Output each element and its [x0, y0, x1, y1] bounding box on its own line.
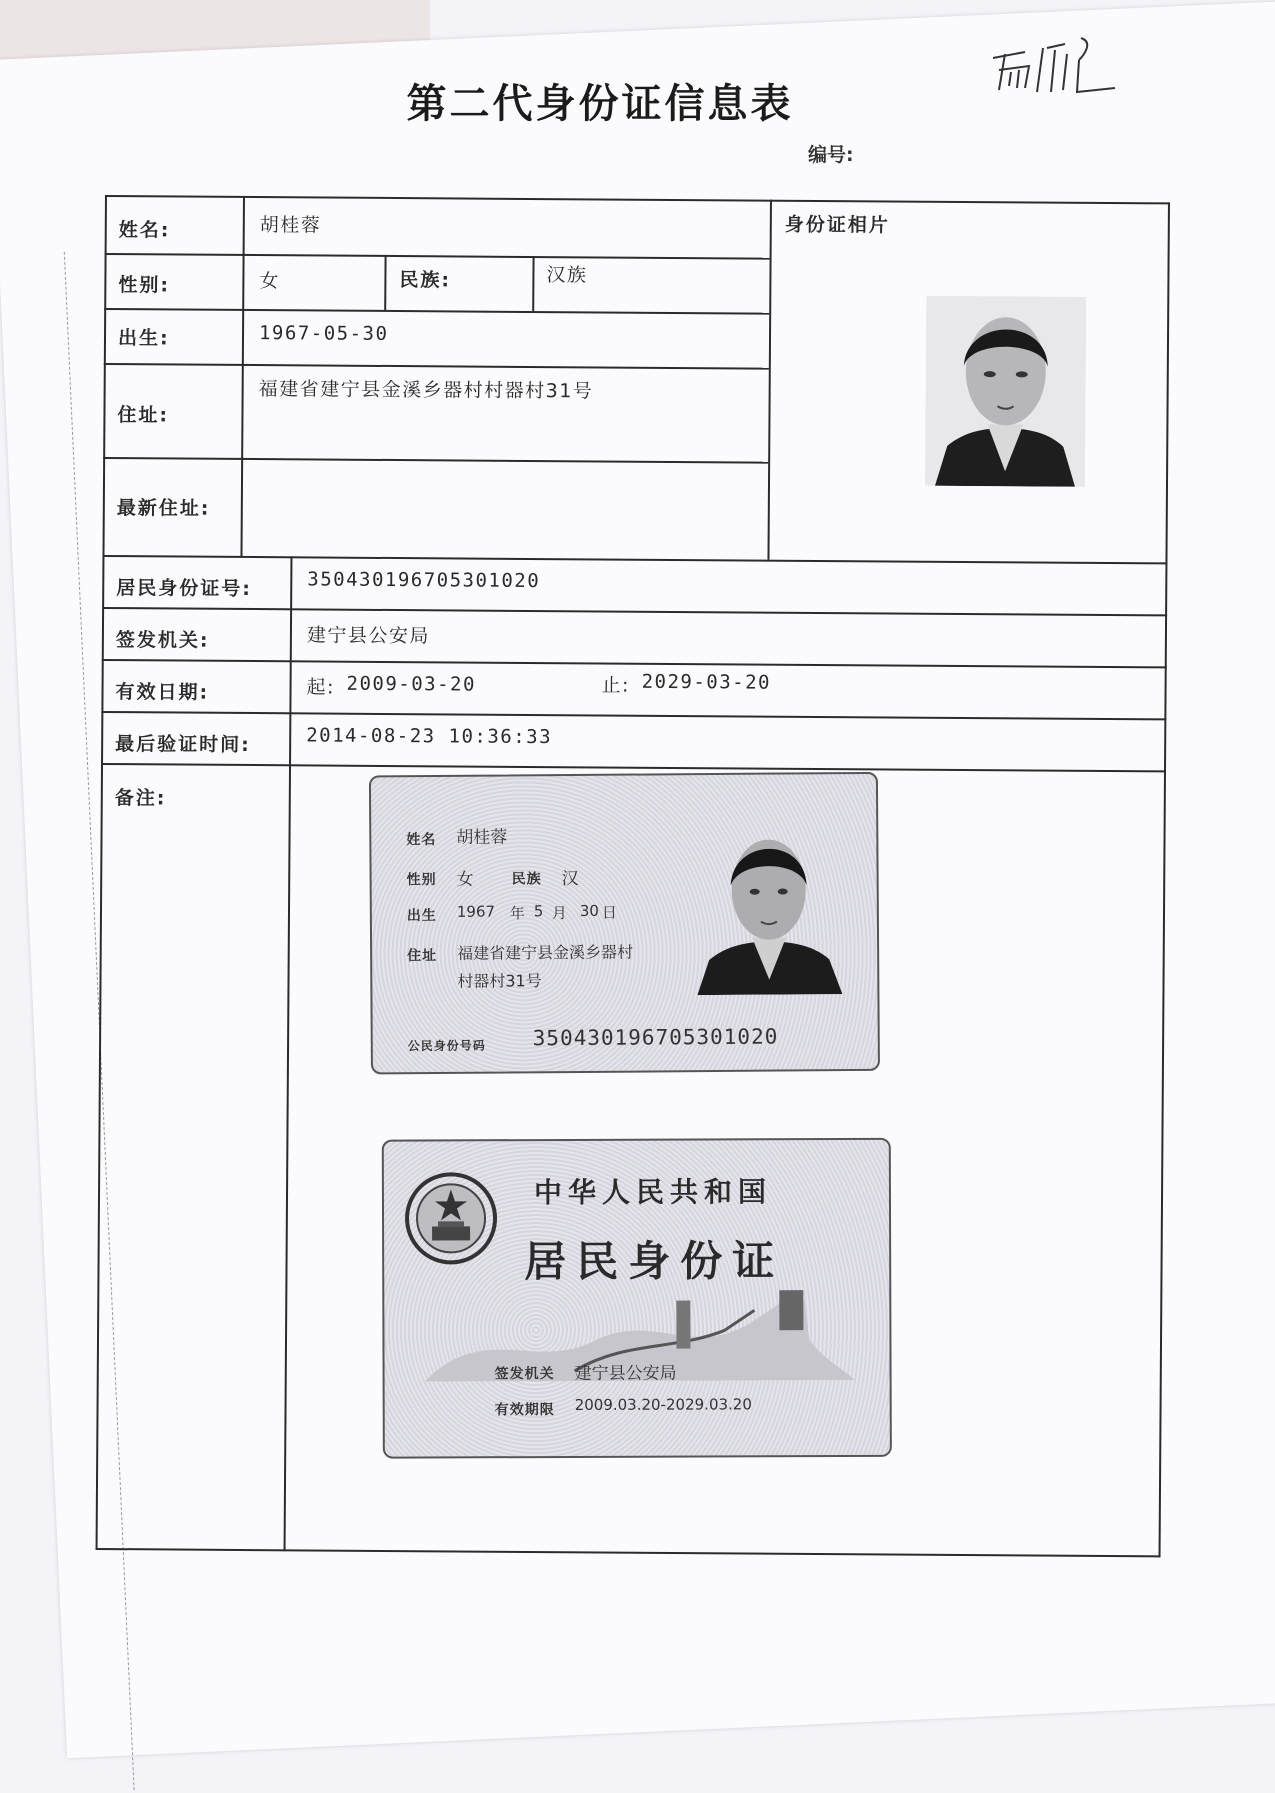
card-address-label: 住址 — [407, 947, 438, 965]
card-ethnicity: 汉 — [561, 868, 579, 890]
ethnicity-value: 汉族 — [546, 264, 588, 287]
name-label: 姓名: — [118, 219, 171, 242]
remarks-label: 备注: — [114, 787, 167, 810]
card-birth-day: 30 — [579, 901, 599, 920]
card-gender: 女 — [456, 869, 474, 890]
birth-label: 出生: — [117, 327, 170, 350]
birth-value: 1967-05-30 — [258, 322, 389, 345]
validity-end-label: 止: — [601, 674, 631, 697]
validity-end: 2029-03-20 — [641, 670, 772, 694]
gender-label: 性别: — [118, 274, 171, 297]
card-issuer-label: 签发机关 — [494, 1366, 555, 1383]
validity-label: 有效日期: — [115, 681, 210, 704]
card-portrait — [696, 819, 842, 995]
validity-start-label: 起: — [306, 676, 336, 699]
issuer-label: 签发机关: — [115, 629, 210, 652]
info-table — [96, 195, 1170, 1562]
last-verify-label: 最后验证时间: — [115, 733, 251, 757]
card-issuer: 建宁县公安局 — [574, 1363, 677, 1384]
name-value: 胡桂蓉 — [259, 214, 322, 237]
card-validity-label: 有效期限 — [494, 1402, 555, 1419]
card-id-number: 350430196705301020 — [532, 1024, 779, 1051]
card-id-title: 居民身份证 — [524, 1236, 785, 1287]
national-emblem-icon — [404, 1171, 499, 1266]
card-birth-label: 出生 — [406, 907, 437, 925]
card-name-label: 姓名 — [406, 831, 437, 849]
id-card-front-scan — [369, 772, 880, 1075]
card-ethnicity-label: 民族 — [511, 871, 542, 888]
card-address-line1: 福建省建宁县金溪乡器村 — [457, 942, 634, 963]
card-gender-label: 性别 — [406, 871, 437, 889]
id-number-label: 居民身份证号: — [116, 577, 252, 601]
new-address-label: 最新住址: — [116, 497, 211, 520]
card-birth-month: 5 — [533, 902, 544, 921]
id-number-value: 350430196705301020 — [307, 568, 541, 593]
card-month-unit: 月 — [551, 904, 567, 923]
card-address-line2: 村器村31号 — [457, 971, 542, 991]
validity-start: 2009-03-20 — [346, 672, 477, 696]
address-value: 福建省建宁县金溪乡器村村器村31号 — [258, 378, 594, 403]
last-verify-value: 2014-08-23 10:36:33 — [306, 724, 553, 749]
card-birth-year: 1967 — [456, 902, 496, 921]
card-validity: 2009.03.20-2029.03.20 — [574, 1395, 752, 1414]
gender-value: 女 — [259, 270, 280, 293]
document-title: 第二代身份证信息表 — [406, 80, 794, 127]
card-country-title: 中华人民共和国 — [533, 1175, 773, 1210]
id-photo — [925, 296, 1086, 487]
id-card-back-scan — [382, 1138, 892, 1459]
card-id-label: 公民身份号码 — [407, 1038, 486, 1054]
card-year-unit: 年 — [509, 904, 525, 923]
ethnicity-label: 民族: — [399, 269, 452, 292]
serial-number-label: 编号: — [808, 144, 854, 166]
handwritten-signature — [985, 30, 1135, 100]
card-day-unit: 日 — [601, 903, 617, 922]
address-label: 住址: — [117, 404, 170, 427]
card-name: 胡桂蓉 — [456, 827, 508, 848]
photo-label: 身份证相片 — [784, 213, 890, 237]
issuer-value: 建宁县公安局 — [306, 624, 431, 648]
